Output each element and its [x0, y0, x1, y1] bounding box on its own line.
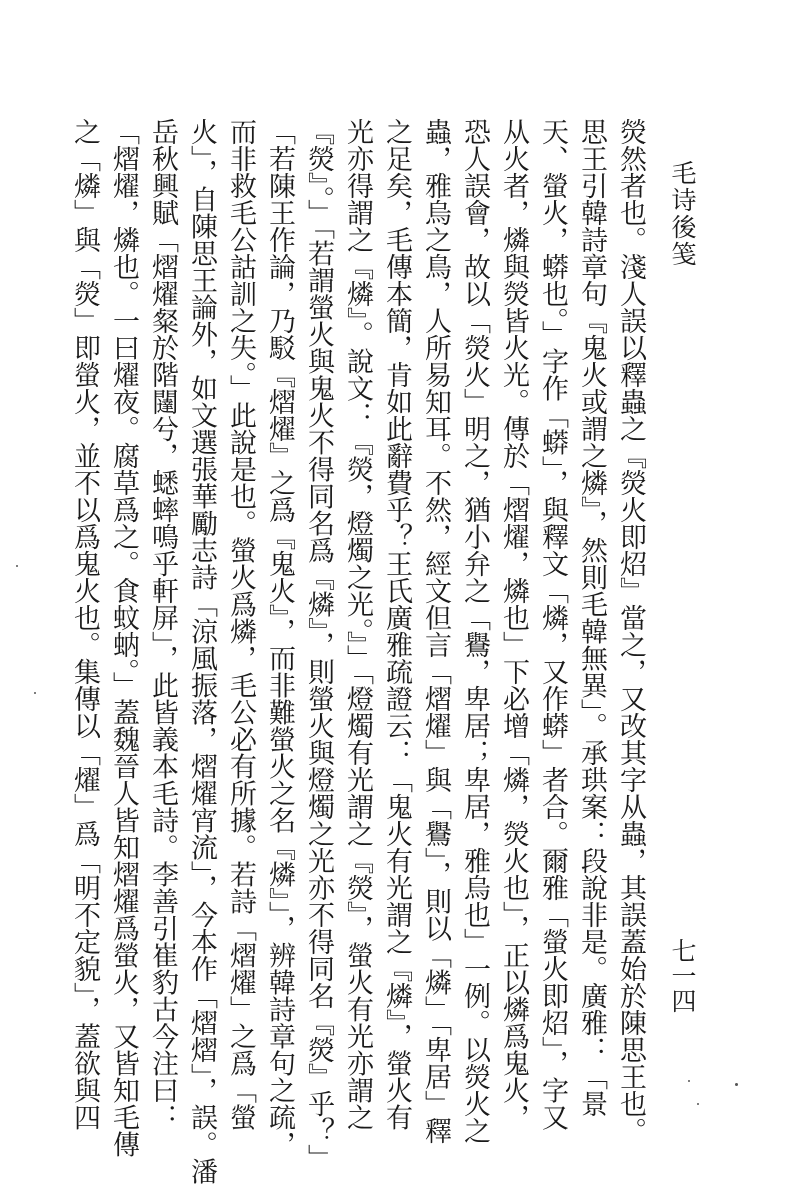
text-column: 火」，自陳思王論外，如文選張華勵志詩「涼風振落，熠燿宵流」，今本作「熠熠」，誤。潘	[186, 118, 217, 1185]
text-column: 之足矣，毛傳本簡，肯如此辭費乎？王氏廣雅疏證云：「鬼火有光謂之『燐』，螢火有	[381, 118, 412, 1131]
main-text	[69, 118, 650, 1185]
text-column: 从火者，燐與熒皆火光。傳於「熠燿，燐也」下必增「燐，熒火也」，正以燐爲鬼火，	[498, 118, 529, 1131]
text-column: 「若陳王作論，乃駁『熠燿』之爲『鬼火』，而非難螢火之名『燐』」，辨韓詩章句之疏，	[264, 118, 295, 1158]
text-column: 天、螢火，蟒也。」字作「蟒」，與釋文「燐，又作蟒」者合。爾雅「螢火即炤」，字又	[537, 118, 568, 1131]
scan-speck	[16, 565, 18, 567]
text-column: 「熠燿，燐也。一曰燿夜。腐草爲之。食蚊蚋。」蓋魏晉人皆知熠燿爲螢火，又皆知毛傳	[108, 118, 139, 1158]
text-column: 而非救毛公詁訓之失。」此說是也。螢火爲燐，毛公必有所據。若詩「熠燿」之爲「螢	[225, 118, 256, 1131]
text-column: 光亦得謂之『燐』。說文：『熒，燈燭之光。』」「燈燭有光謂之『熒』，螢火有光亦謂之	[342, 118, 373, 1131]
page-number: 七一四	[668, 938, 697, 1013]
text-column: 恐人誤會，故以「熒火」明之，猶小弁之「鸒，卑居；卑居，雅烏也」一例。以熒火之	[459, 118, 490, 1144]
text-column: 蟲，雅烏之鳥，人所易知耳。不然，經文但言「熠燿」與「鸒」，則以「燐」「卑居」釋	[420, 118, 451, 1144]
scan-speck	[697, 1103, 699, 1105]
text-column: 思王引韓詩章句『鬼火或謂之燐』，然則毛韓無異」。承珙案：段說非是。廣雅：「景	[576, 118, 607, 1117]
scan-speck	[688, 1080, 690, 1082]
scan-speck	[735, 1083, 738, 1086]
text-column: 岳秋興賦「熠燿粲於階闥兮，蟋蟀鳴乎軒屏」，此皆義本毛詩。李善引崔豹古今注曰：	[147, 118, 178, 1131]
scan-speck	[34, 692, 36, 694]
text-column: 熒然者也。淺人誤以釋蟲之『熒火即炤』當之，又改其字从蟲，其誤蓋始於陳思王也。	[615, 118, 646, 1144]
text-column: 『熒』。」「若謂螢火與鬼火不得同名爲『燐』，則螢火與燈燭之光亦不得同名『熒』乎？」	[303, 118, 334, 1171]
running-title: 毛诗後笺	[668, 160, 697, 268]
text-column: 之「燐」與「熒」即螢火，並不以爲鬼火也。集傳以「燿」爲「明不定貌」，蓋欲與四	[69, 118, 100, 1131]
